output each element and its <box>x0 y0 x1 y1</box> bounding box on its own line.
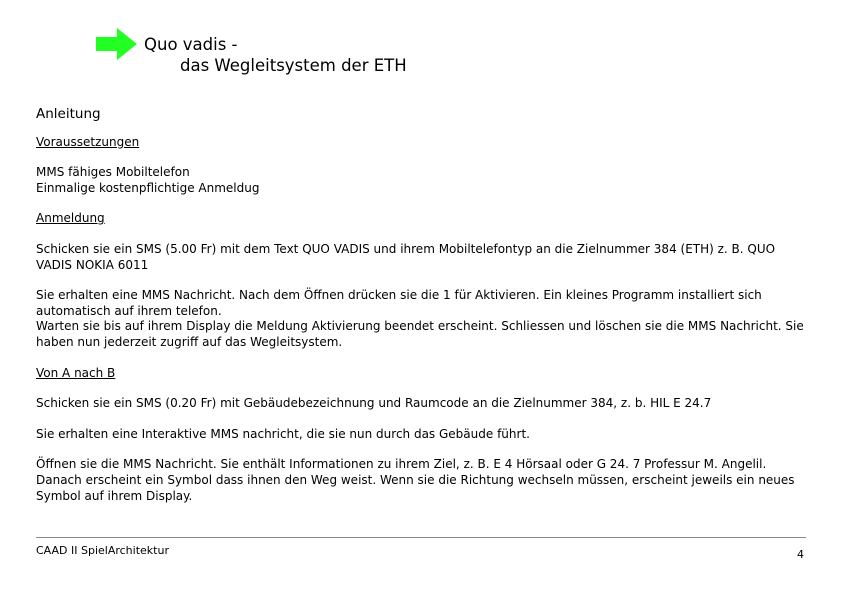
registration-paragraph: Schicken sie ein SMS (5.00 Fr) mit dem Text QUO VADIS und ihrem Mobiltelefontyp an die Zielnummer 384 (ETH) z. B. QUO VADIS NOKIA 6011 <box>36 241 776 272</box>
navigation-paragraph: Schicken sie ein SMS (0.20 Fr) mit Gebäudebezeichnung und Raumcode an die Zielnummer 384, z. b. HIL E 24.7 <box>36 396 712 411</box>
prerequisite-item: Einmalige kostenpflichtige Anmeldug <box>36 180 260 195</box>
navigation-paragraph: Öffnen sie die MMS Nachricht. Sie enthält Informationen zu ihrem Ziel, z. B. E 4 Hörsaal oder G 24. 7 Professur M. Angelil. Danach erscheint ein Symbol dass ihnen den Weg weist. Wenn sie die Richtung wechseln müssen, erscheint jeweils ein neues Symbol auf ihrem Display. <box>36 457 795 503</box>
footer-course: CAAD II SpielArchitektur <box>36 544 169 557</box>
prerequisites-heading: Voraussetzungen <box>36 134 140 149</box>
prerequisite-item: MMS fähiges Mobiltelefon <box>36 165 190 180</box>
page-number: 4 <box>797 548 804 561</box>
section-title: Anleitung <box>36 106 101 122</box>
navigation-heading: Von A nach B <box>36 365 116 380</box>
instructions-body <box>36 107 806 504</box>
navigation-paragraph: Sie erhalten eine Interaktive MMS nachricht, die sie nun durch das Gebäude führt. <box>36 426 530 441</box>
registration-heading: Anmeldung <box>36 211 105 226</box>
registration-paragraph: Warten sie bis auf ihrem Display die Meldung Aktivierung beendet erscheint. Schliessen und löschen sie die MMS Nachricht. Sie haben nun jederzeit zugriff auf das Wegleitsystem. <box>36 319 804 349</box>
registration-paragraph: Sie erhalten eine MMS Nachricht. Nach dem Öffnen drücken sie die 1 für Aktivieren. Ein kleines Programm installiert sich automatisch auf ihrem telefon. <box>36 288 762 318</box>
arrow-right-icon <box>96 28 137 60</box>
page-title: Quo vadis - <box>144 35 238 54</box>
footer-divider <box>36 537 806 538</box>
page-subtitle: das Wegleitsystem der ETH <box>180 56 407 75</box>
